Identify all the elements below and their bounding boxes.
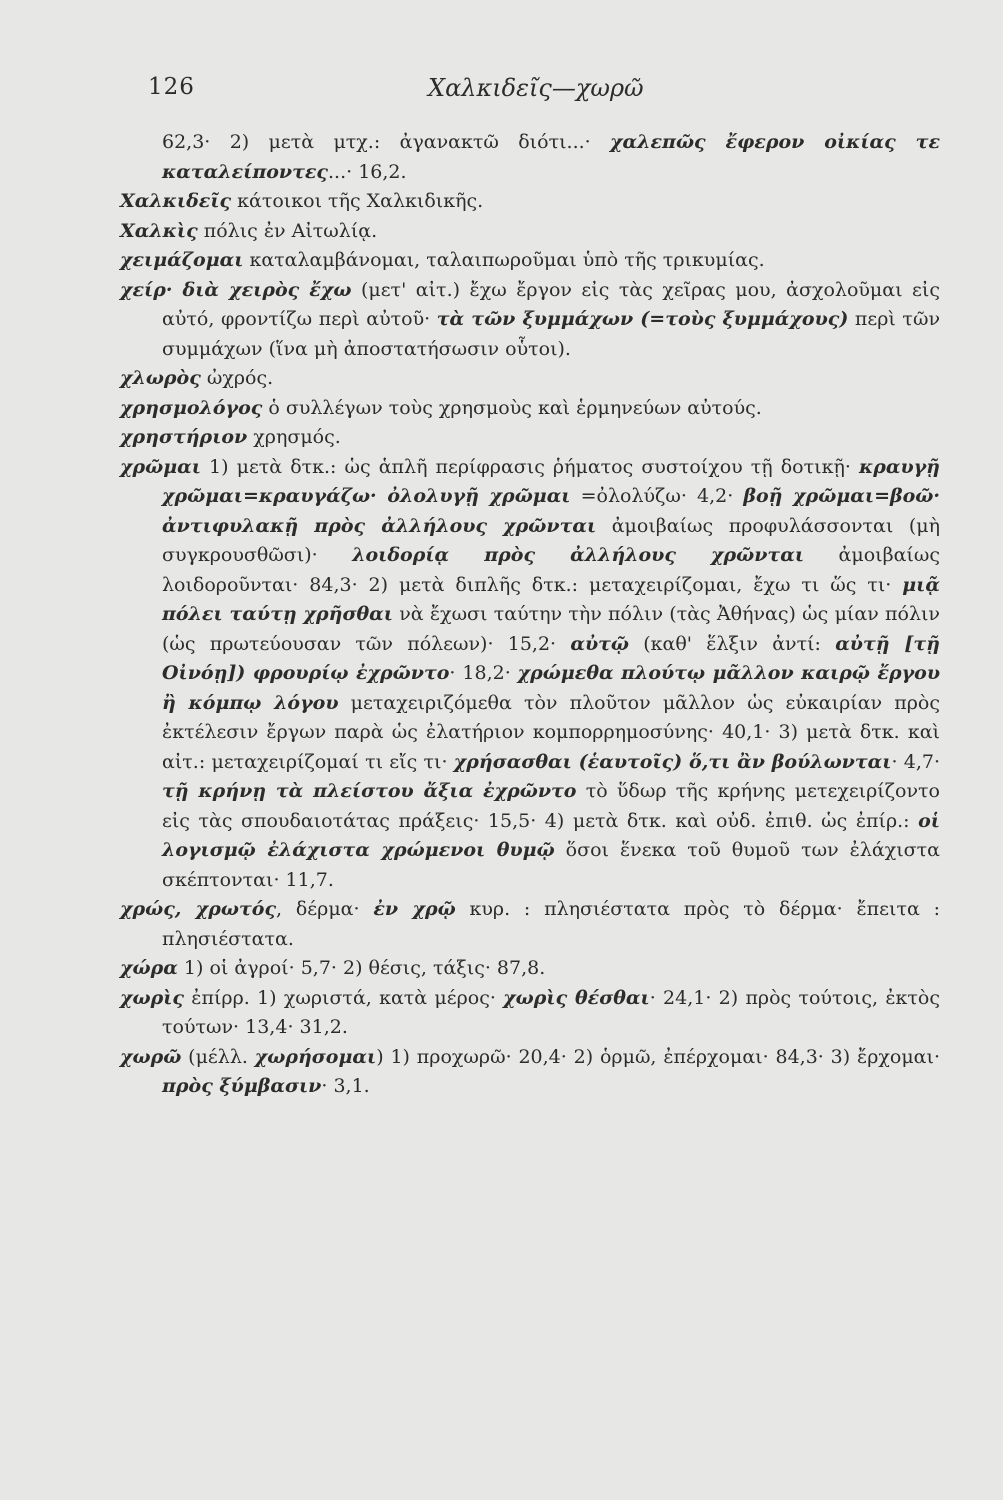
dictionary-entry: Χαλκὶς πόλις ἐν Αἰτωλίᾳ. bbox=[120, 219, 378, 242]
dictionary-entry: χρῶμαι 1) μετὰ δτκ.: ὡς ἁπλῆ περίφρασις ῥήματος συστοίχου τῇ δοτικῇ· κραυγῇ χρῶμαι=κραυγάζω· ὀλολυγῇ χρῶμαι =ὀλολύζω· 4,2· βοῇ χρῶμαι=βοῶ· ἀντιφυλακῇ πρὸς ἀλλήλους χρῶνται ἀμοιβαίως προφυλάσσονται (μὴ συγκρουσθῶσι)· λοιδορίᾳ πρὸς ἀλλήλους χρῶνται ἀμοιβαίως λοιδοροῦνται· 84,3· 2) μετὰ διπλῆς δτκ.: μεταχειρίζομαι, ἔχω τι ὥς τι· μιᾷ πόλει ταύτῃ χρῆσθαι νὰ ἔχωσι ταύτην τὴν πόλιν (τὰς Ἀθήνας) ὡς μίαν πόλιν (ὡς πρωτεύουσαν τῶν πόλεων)· 15,2· αὐτῷ (καθ' ἕλξιν ἀντί: αὐτῇ [τῇ Οἰνόῃ]) φρουρίῳ ἐχρῶντο· 18,2· χρώμεθα πλούτῳ μᾶλλον καιρῷ ἔργου ἢ κόμπῳ λόγου μεταχειριζόμεθα τὸν πλοῦτον μᾶλλον ὡς εὐκαιρίαν πρὸς ἐκτέλεσιν ἔργων παρὰ ὡς ἐλατήριον κομπορρημοσύνης· 40,1· 3) μετὰ δτκ. καὶ αἰτ.: μεταχειρίζομαί τι εἴς τι· χρήσασθαι (ἑαυτοῖς) ὅ,τι ἂν βούλωνται· 4,7· τῇ κρήνῃ τὰ πλείστου ἄξια ἐχρῶντο τὸ ὕδωρ τῆς κρήνης μετεχειρίζοντο εἰς τὰς σπουδαιοτάτας πράξεις· 15,5· 4) μετὰ δτκ. καὶ οὐδ. ἐπιθ. ὡς ἐπίρ.: οἱ λογισμῷ ἐλάχιστα χρώμενοι θυμῷ ὅσοι ἕνεκα τοῦ θυμοῦ των ἐλάχιστα σκέπτονται· 11,7. bbox=[120, 455, 941, 891]
dictionary-entry-continuation: 62,3· 2) μετὰ μτχ.: ἀγανακτῶ διότι...· χαλεπῶς ἔφερον οἰκίας τε καταλείποντες...· 16,2. bbox=[162, 131, 940, 183]
dictionary-body bbox=[120, 128, 940, 1102]
dictionary-entry: χείρ· διὰ χειρὸς ἔχω (μετ' αἰτ.) ἔχω ἔργον εἰς τὰς χεῖρας μου, ἀσχολοῦμαι εἰς αὐτό, φροντίζω περὶ αὐτοῦ· τὰ τῶν ξυμμάχων (=τοὺς ξυμμάχους) περὶ τῶν συμμάχων (ἵνα μὴ ἀποστατήσωσιν οὗτοι). bbox=[120, 278, 940, 360]
running-head: Χαλκιδεῖς—χωρῶ bbox=[428, 74, 644, 102]
page-number: 126 bbox=[148, 74, 195, 100]
dictionary-entry: χλωρὸς ὠχρός. bbox=[120, 367, 274, 389]
dictionary-entry: χωρῶ (μέλλ. χωρήσομαι) 1) προχωρῶ· 20,4· 2) ὁρμῶ, ἐπέρχομαι· 84,3· 3) ἔρχομαι· πρὸς ξύμβασιν· 3,1. bbox=[120, 1045, 940, 1097]
page-header bbox=[148, 74, 938, 108]
dictionary-entry: χρησμολόγος ὁ συλλέγων τοὺς χρησμοὺς καὶ ἑρμηνεύων αὐτούς. bbox=[120, 396, 762, 419]
dictionary-entry: Χαλκιδεῖς κάτοικοι τῆς Χαλκιδικῆς. bbox=[120, 190, 484, 212]
dictionary-entry: χωρὶς ἐπίρρ. 1) χωριστά, κατὰ μέρος· χωρὶς θέσθαι· 24,1· 2) πρὸς τούτοις, ἐκτὸς τούτων· 13,4· 31,2. bbox=[120, 986, 940, 1038]
dictionary-entry: χειμάζομαι καταλαμβάνομαι, ταλαιπωροῦμαι ὑπὸ τῆς τρικυμίας. bbox=[120, 249, 765, 271]
dictionary-entry: χρώς, χρωτός, δέρμα· ἐν χρῷ κυρ. : πλησιέστατα πρὸς τὸ δέρμα· ἔπειτα : πλησιέστατα. bbox=[120, 898, 940, 950]
dictionary-entry: χώρα 1) οἱ ἀγροί· 5,7· 2) θέσις, τάξις· 87,8. bbox=[120, 957, 546, 979]
dictionary-entry: χρηστήριον χρησμός. bbox=[120, 426, 341, 448]
